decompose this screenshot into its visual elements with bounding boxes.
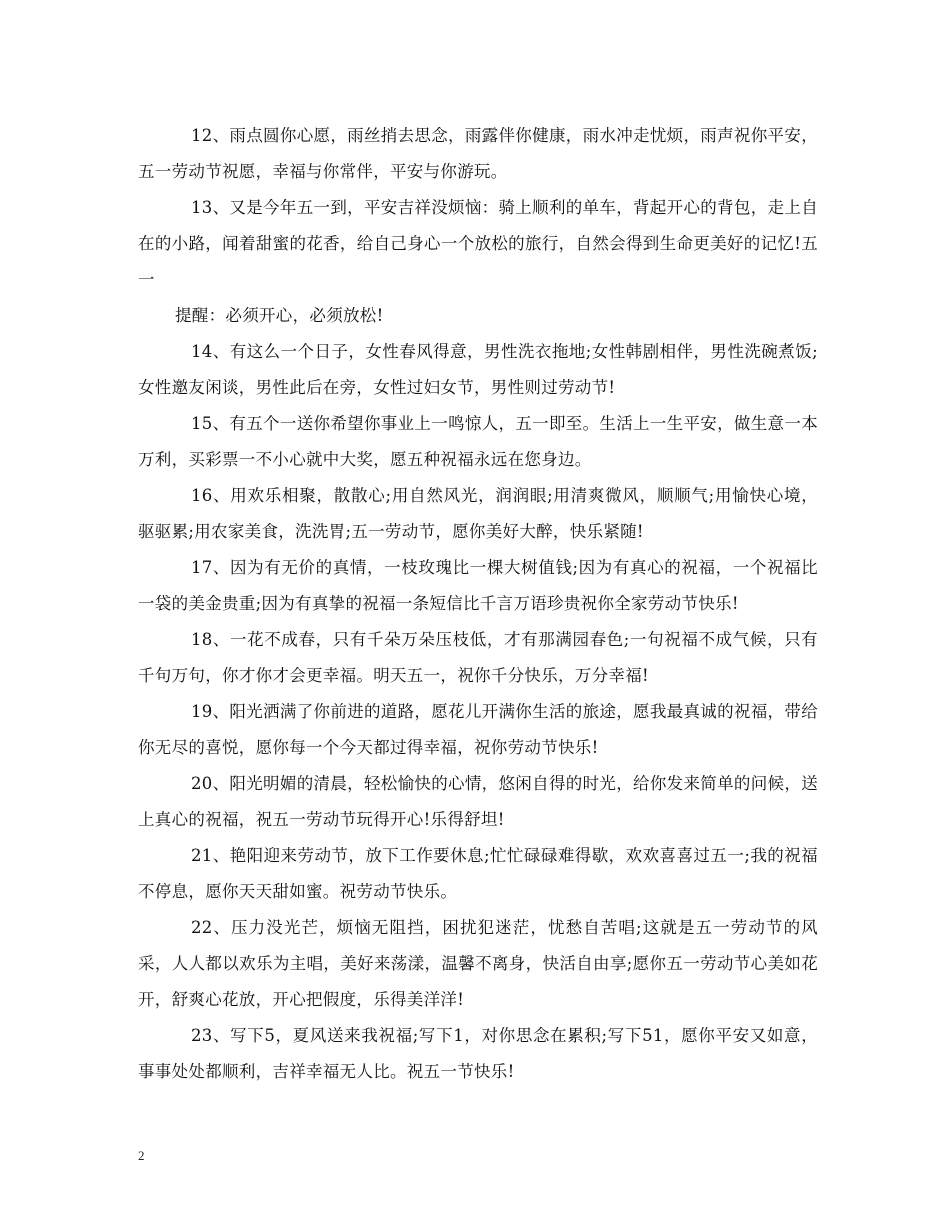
paragraph-12: 12、雨点圆你心愿，雨丝捎去思念，雨露伴你健康，雨水冲走忧烦，雨声祝你平安，五一劳动节祝愿，幸福与你常伴，平安与你游玩。 xyxy=(138,126,818,181)
document-body xyxy=(138,118,818,1090)
paragraph-20: 20、阳光明媚的清晨，轻松愉快的心情，悠闲自得的时光，给你发来简单的问候，送上真心的祝福，祝五一劳动节玩得开心!乐得舒坦! xyxy=(138,774,818,829)
paragraph-17: 17、因为有无价的真情，一枝玫瑰比一棵大树值钱;因为有真心的祝福，一个祝福比一袋的美金贵重;因为有真挚的祝福一条短信比千言万语珍贵祝你全家劳动节快乐! xyxy=(138,558,818,613)
paragraph-21: 21、艳阳迎来劳动节，放下工作要休息;忙忙碌碌难得歇，欢欢喜喜过五一;我的祝福不停息，愿你天天甜如蜜。祝劳动节快乐。 xyxy=(138,846,818,901)
paragraph-reminder: 提醒：必须开心，必须放松! xyxy=(175,306,384,325)
paragraph-23: 23、写下5，夏风送来我祝福;写下1，对你思念在累积;写下51，愿你平安又如意，事事处处都顺利，吉祥幸福无人比。祝五一节快乐! xyxy=(138,1026,818,1081)
paragraph-13: 13、又是今年五一到，平安吉祥没烦恼：骑上顺利的单车，背起开心的背包，走上自在的小路，闻着甜蜜的花香，给自己身心一个放松的旅行，自然会得到生命更美好的记忆!五一 xyxy=(138,198,818,289)
page-number: 2 xyxy=(138,1148,145,1163)
paragraph-16: 16、用欢乐相聚，散散心;用自然风光，润润眼;用清爽微风，顺顺气;用愉快心境，驱驱累;用农家美食，洗洗胃;五一劳动节，愿你美好大醉，快乐紧随! xyxy=(138,486,818,541)
paragraph-14: 14、有这么一个日子，女性春风得意，男性洗衣拖地;女性韩剧相伴，男性洗碗煮饭;女性邀友闲谈，男性此后在旁，女性过妇女节，男性则过劳动节! xyxy=(138,342,818,397)
paragraph-15: 15、有五个一送你希望你事业上一鸣惊人，五一即至。生活上一生平安，做生意一本万利，买彩票一不小心就中大奖，愿五种祝福永远在您身边。 xyxy=(138,414,818,469)
paragraph-22: 22、压力没光芒，烦恼无阻挡，困扰犯迷茫，忧愁自苦唱;这就是五一劳动节的风采，人人都以欢乐为主唱，美好来荡漾，温馨不离身，快活自由享;愿你五一劳动节心美如花开，舒爽心花放，开心把假度，乐得美洋洋! xyxy=(138,918,818,1009)
paragraph-19: 19、阳光洒满了你前进的道路，愿花儿开满你生活的旅途，愿我最真诚的祝福，带给你无尽的喜悦，愿你每一个今天都过得幸福，祝你劳动节快乐! xyxy=(138,702,818,757)
paragraph-18: 18、一花不成春，只有千朵万朵压枝低，才有那满园春色;一句祝福不成气候，只有千句万句，你才你才会更幸福。明天五一，祝你千分快乐，万分幸福! xyxy=(138,630,818,685)
